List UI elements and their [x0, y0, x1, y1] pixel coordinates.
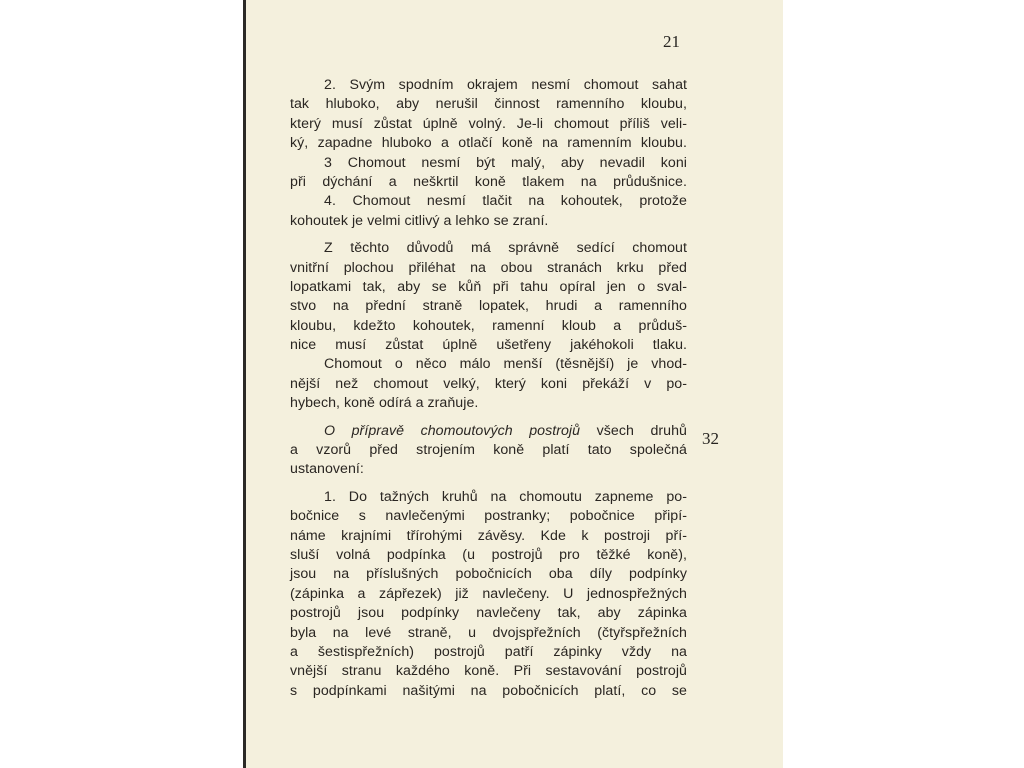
- text-line: bočnice s navlečenými postranky; pobočnice připí-: [290, 508, 687, 525]
- section-heading: O přípravě chomoutových postrojů: [324, 422, 581, 439]
- text-line: nější než chomout velký, který koni překáží v po-: [290, 375, 687, 392]
- text-line: a šestispřežních) postrojů patří zápinky vždy na: [290, 643, 687, 660]
- text-line: 3 Chomout nesmí být malý, aby nevadil koni: [324, 154, 687, 171]
- text-line: lopatkami tak, aby se kůň při tahu opíral jen o sval-: [290, 278, 687, 295]
- text-line: 2. Svým spodním okrajem nesmí chomout sahat: [324, 77, 687, 93]
- text-line: (zápinka a zápřezek) již navlečeny. U jednospřežných: [290, 585, 687, 602]
- text-line: Chomout o něco málo menší (těsnější) je vhod-: [324, 356, 687, 373]
- text-line: 4. Chomout nesmí tlačit na kohoutek, protože: [324, 193, 687, 210]
- text-line: který musí zůstat úplně volný. Je-li chomout příliš veli-: [290, 115, 687, 132]
- body-text: [290, 76, 687, 701]
- text-line: tak hluboko, aby nerušil činnost ramenního kloubu,: [290, 96, 687, 113]
- text-line: Z těchto důvodů má správně sedící chomout: [324, 240, 687, 257]
- page-number: 21: [663, 32, 680, 51]
- text-line: stvo na přední straně lopatek, hrudi a ramenního: [290, 298, 687, 315]
- text-line: vnější stranu každého koně. Při sestavování postrojů: [290, 663, 687, 680]
- text-line: náme krajními třírohými závěsy. Kde k postroji pří-: [290, 527, 687, 544]
- text-line: 1. Do tažných kruhů na chomoutu zapneme po-: [324, 488, 687, 505]
- paragraph-gap: [290, 414, 687, 422]
- text-line: s podpínkami našitými na pobočnicích platí, co se: [290, 682, 687, 699]
- section-heading-rest: všech druhů: [580, 422, 687, 439]
- section-heading-line: [290, 422, 687, 441]
- text-line: ký, zapadne hluboko a otlačí koně na ramenním kloubu.: [290, 135, 687, 152]
- text-line: postrojů jsou podpínky navlečeny tak, aby zápinka: [290, 605, 687, 622]
- text-line: byla na levé straně, u dvojspřežních (čtyřspřežních: [290, 624, 687, 641]
- book-page: [243, 0, 783, 768]
- text-line: kloubu, kdežto kohoutek, ramenní kloub a průduš-: [290, 317, 687, 334]
- text-line: ustanovení:: [290, 461, 364, 478]
- text-line: vnitřní plochou přiléhat na obou stranách krku před: [290, 259, 687, 276]
- text-line: jsou na příslušných pobočnicích oba díly podpínky: [290, 566, 687, 583]
- paragraph-gap: [290, 231, 687, 239]
- text-line: a vzorů před strojením koně platí tato společná: [290, 442, 687, 459]
- text-line: nice musí zůstat úplně ušetřeny jakéhokoli tlaku.: [290, 337, 687, 354]
- text-line: hybech, koně odírá a zraňuje.: [290, 395, 479, 412]
- text-line: kohoutek je velmi citlivý a lehko se zraní.: [290, 212, 549, 229]
- text-line: sluší volná podpínka (u postrojů pro těžké koně),: [290, 546, 687, 563]
- paragraph-gap: [290, 480, 687, 488]
- page-edge-shadow: [243, 0, 246, 768]
- margin-paragraph-number: 32: [702, 429, 719, 448]
- text-line: při dýchání a neškrtil koně tlakem na průdušnice.: [290, 173, 687, 190]
